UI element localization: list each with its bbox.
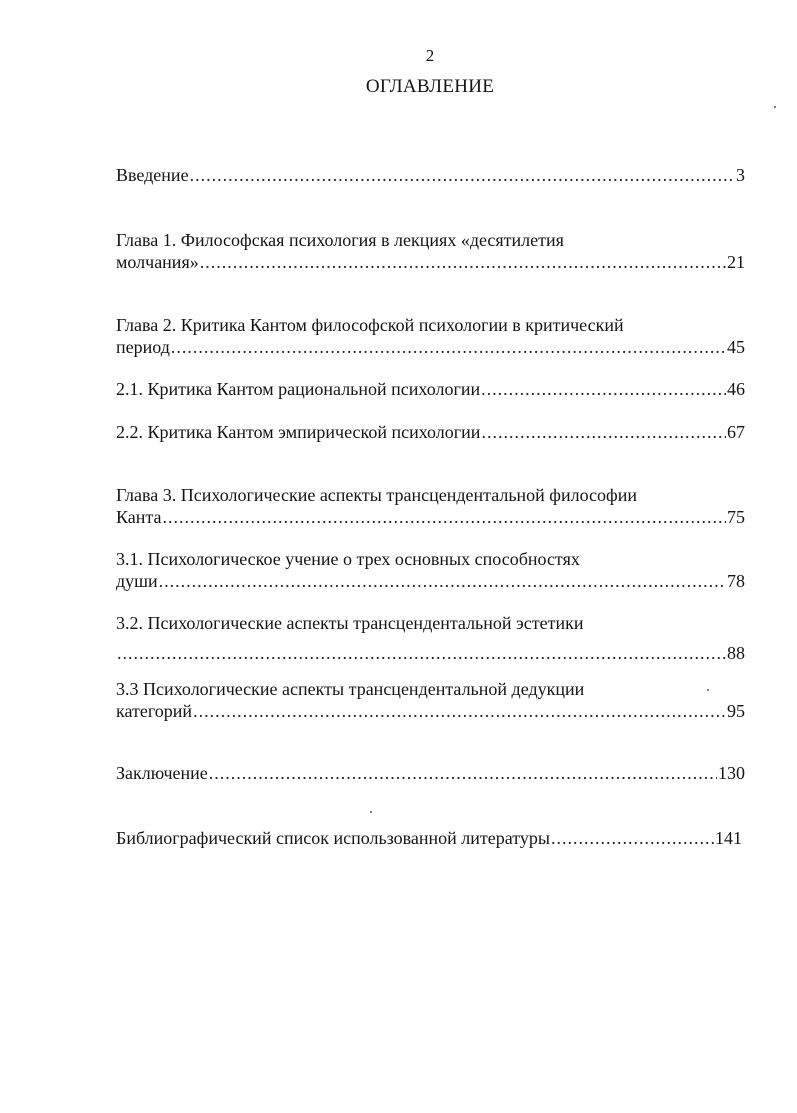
scan-speck [707, 689, 709, 691]
leader-dots [193, 700, 726, 722]
toc-entry-title: Глава 2. Критика Кантом философской психологии в критический [116, 315, 624, 335]
toc-entry-label: Библиографический список использованной литературы [116, 828, 551, 848]
leader-dots [481, 378, 726, 400]
page-number: 2 [425, 46, 435, 65]
toc-entry-label: 2.1. Критика Кантом рациональной психологии [116, 379, 481, 399]
toc-entry-page: 67 [727, 422, 745, 442]
leader-dots [481, 421, 726, 443]
toc-entry-label: категорий [116, 701, 193, 721]
toc-entry-section-3-1[interactable] [116, 548, 745, 592]
toc-entry-label: период [116, 337, 170, 357]
toc-entry-page: 88 [727, 643, 745, 663]
toc-entry-page: 95 [727, 701, 745, 721]
toc-entry-section-2-1[interactable] [116, 378, 745, 400]
toc-entry-label: молчания» [116, 252, 199, 272]
toc-entry-title: 3.2. Психологические аспекты трансцендентальной эстетики [116, 613, 584, 633]
toc-entry-title: 3.3 Психологические аспекты трансцендентальной дедукции [116, 679, 585, 699]
leader-dots [117, 642, 726, 664]
toc-entry-page: 46 [727, 379, 745, 399]
toc-entry-label: Заключение [116, 763, 208, 783]
leader-dots [551, 827, 714, 849]
leader-dots [200, 251, 726, 273]
toc-entry-section-2-2[interactable] [116, 421, 745, 443]
toc-entry-page: 45 [727, 337, 745, 357]
toc-entry-conclusion[interactable] [116, 762, 745, 784]
toc-entry-page: 75 [727, 507, 745, 527]
leader-dots [190, 164, 735, 186]
scan-speck [370, 811, 372, 813]
toc-entry-bibliography[interactable] [116, 827, 742, 849]
toc-entry-title: 3.1. Психологическое учение о трех основных способностях [116, 549, 580, 569]
leader-dots [209, 762, 717, 784]
toc-entry-chapter-3[interactable] [116, 484, 745, 528]
toc-entry-page: 130 [718, 763, 745, 783]
toc-entry-label: Введение [116, 165, 189, 185]
leader-dots [162, 506, 726, 528]
toc-entry-page: 3 [736, 165, 745, 185]
toc-entry-chapter-1[interactable] [116, 229, 745, 273]
toc-entry-section-3-3[interactable] [116, 678, 745, 722]
toc-entry-page: 21 [727, 252, 745, 272]
leader-dots [171, 336, 726, 358]
toc-entry-page: 141 [715, 828, 742, 848]
scan-speck [774, 106, 776, 108]
toc-entry-title: Глава 3. Психологические аспекты трансцендентальной философии [116, 485, 637, 505]
toc-entry-title: Глава 1. Философская психология в лекциях «десятилетия [116, 230, 564, 250]
page-title: ОГЛАВЛЕНИЕ [365, 76, 495, 97]
leader-dots [159, 570, 726, 592]
toc-entry-label: Канта [116, 507, 162, 527]
toc-entry-section-3-2[interactable] [116, 612, 745, 664]
toc-entry-chapter-2[interactable] [116, 314, 745, 358]
toc-entry-label: души [116, 571, 158, 591]
toc-entry-label: 2.2. Критика Кантом эмпирической психологии [116, 422, 481, 442]
toc-entry-introduction[interactable] [116, 164, 745, 186]
toc-entry-page: 78 [727, 571, 745, 591]
